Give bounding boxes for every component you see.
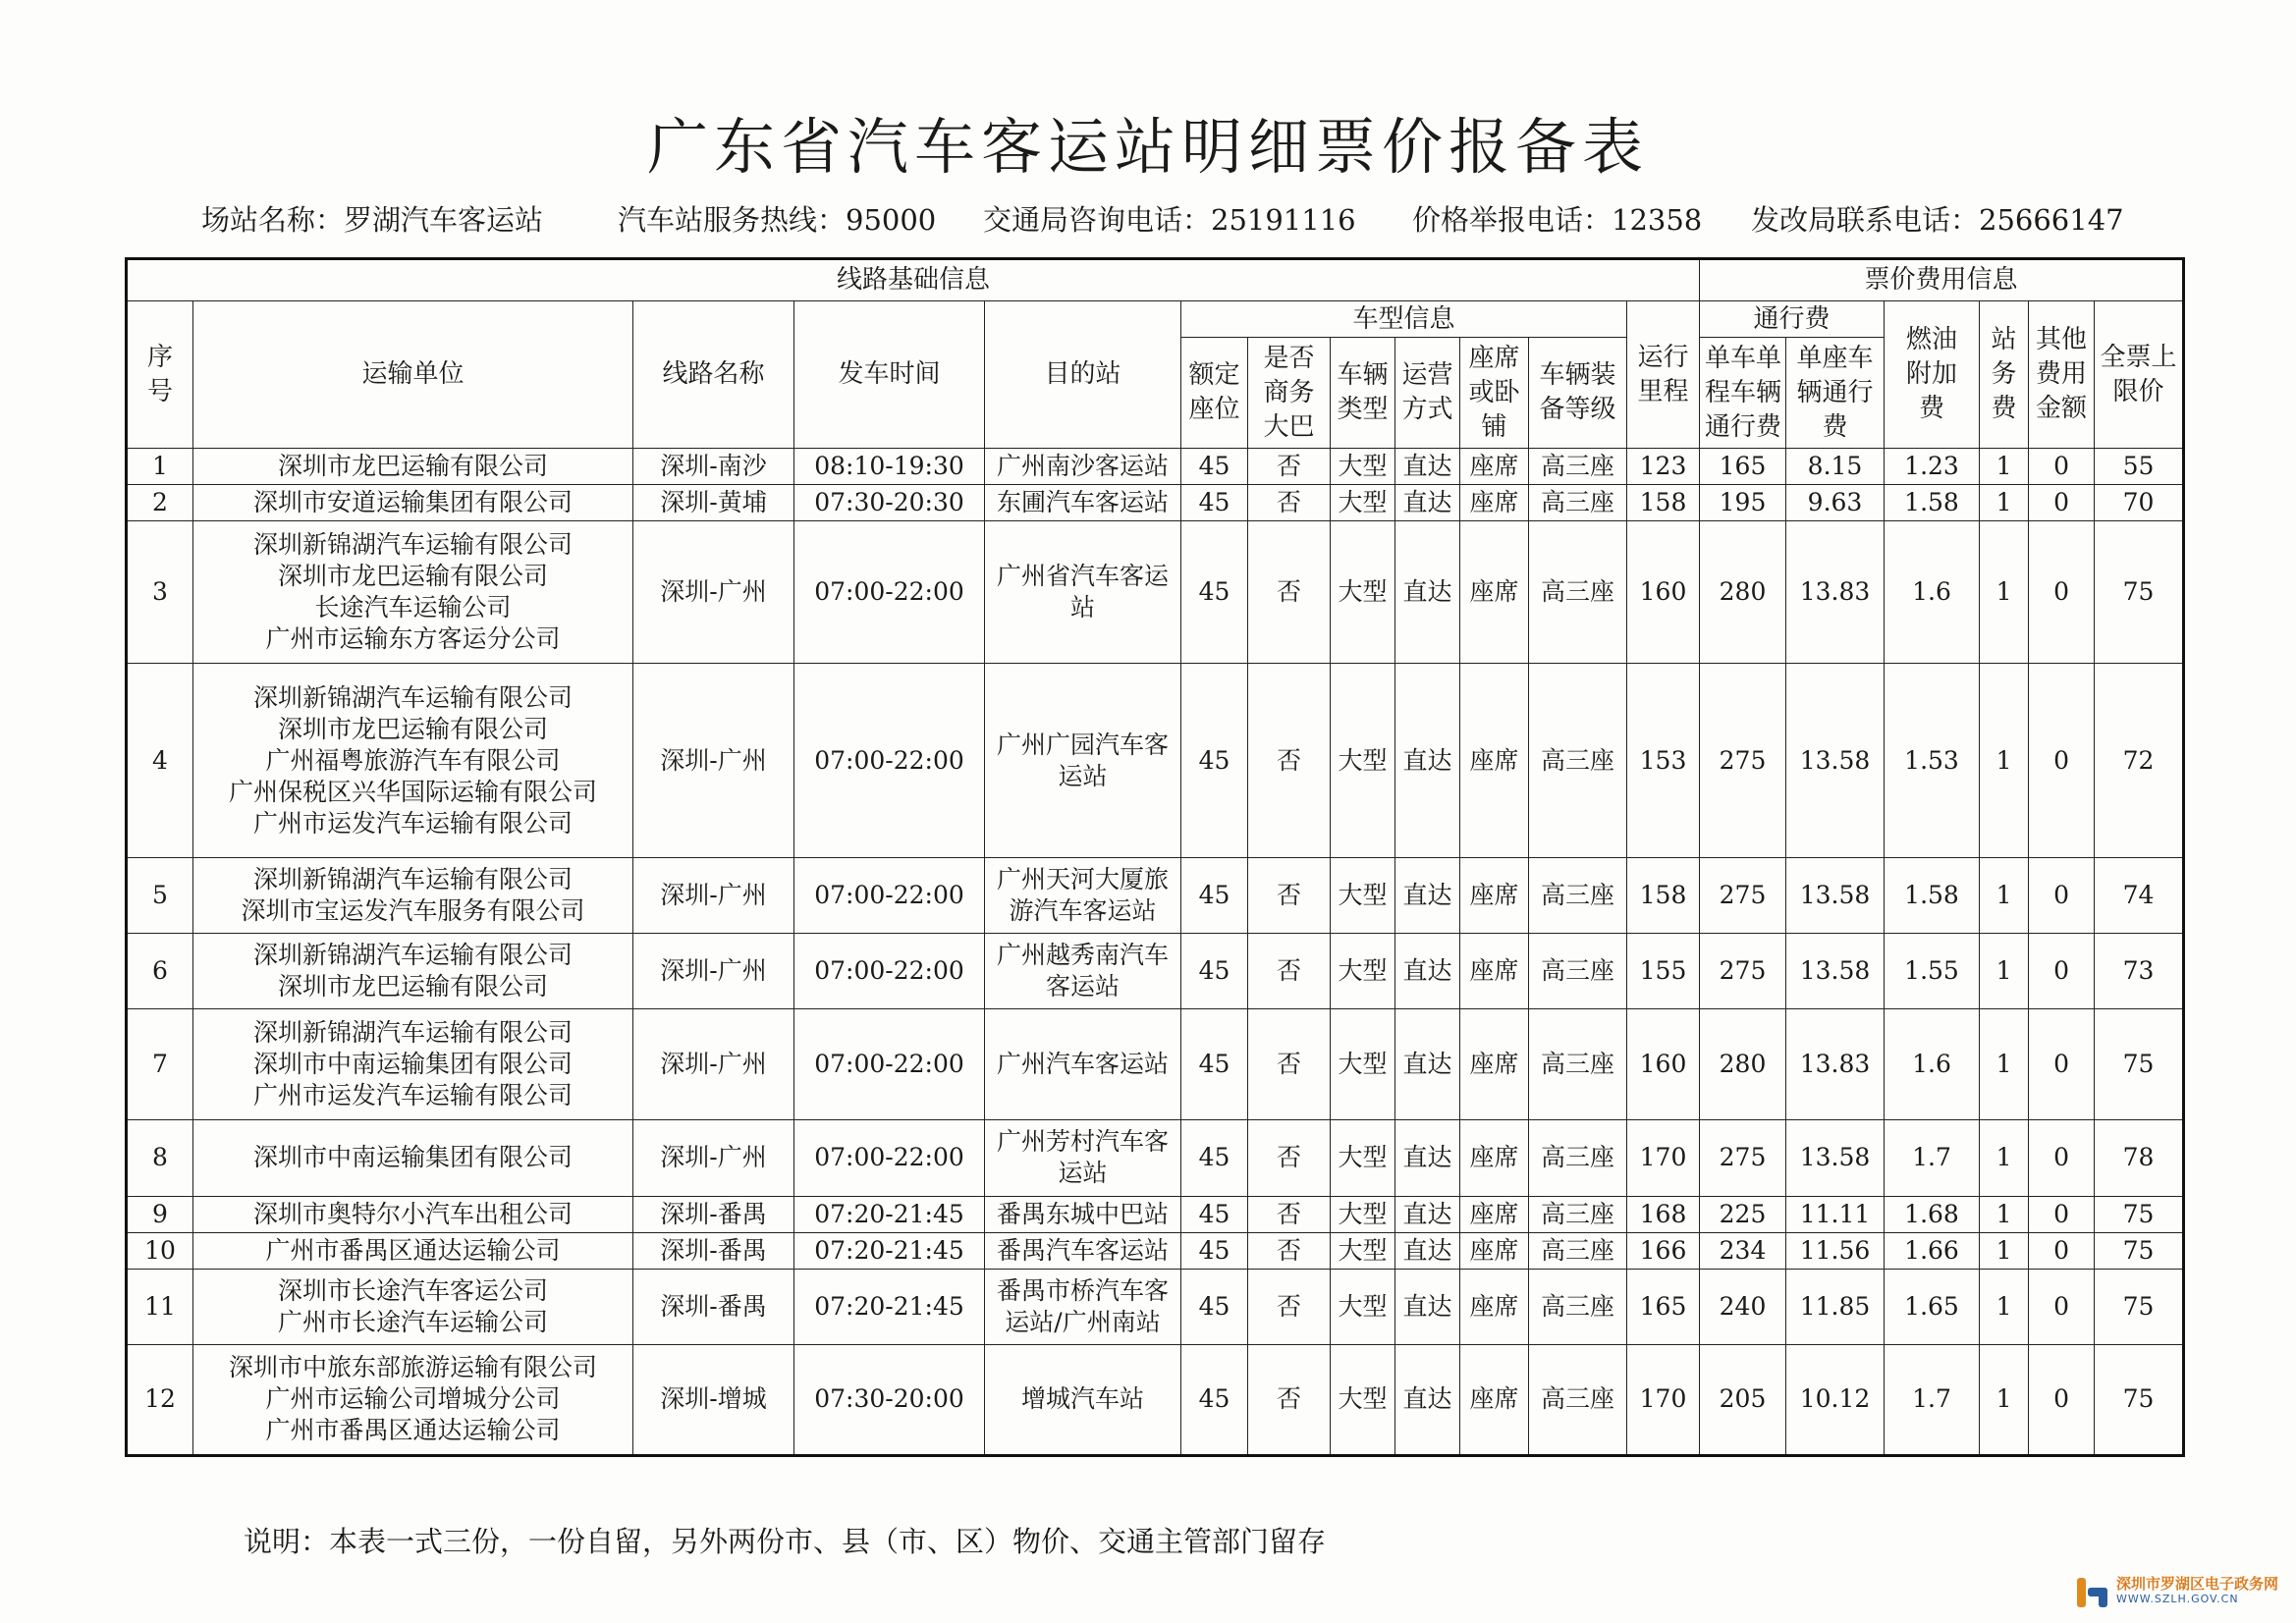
grade-cell: 高三座 xyxy=(1529,857,1627,933)
dest-cell: 东圃汽车客运站 xyxy=(985,485,1181,521)
station-fee-cell: 1 xyxy=(1980,664,2029,858)
route-cell: 深圳-广州 xyxy=(633,664,794,858)
carrier-name: 深圳市宝运发汽车服务有限公司 xyxy=(241,896,585,926)
route-cell: 深圳-番禺 xyxy=(633,1232,794,1269)
seq-cell: 4 xyxy=(127,664,193,858)
other-fee-cell: 0 xyxy=(2029,1196,2095,1232)
seq-cell: 1 xyxy=(127,449,193,485)
business-cell: 否 xyxy=(1248,664,1331,858)
table-row xyxy=(127,1344,2184,1455)
business-cell: 否 xyxy=(1248,857,1331,933)
toll-seat-cell: 8.15 xyxy=(1786,449,1885,485)
cap-price-cell: 75 xyxy=(2095,1269,2184,1344)
carrier-name: 广州保税区兴华国际运输有限公司 xyxy=(228,777,597,806)
toll-vehicle-cell: 275 xyxy=(1700,934,1786,1009)
cap-price-cell: 78 xyxy=(2095,1120,2184,1196)
mode-cell: 直达 xyxy=(1395,934,1460,1009)
vtype-cell: 大型 xyxy=(1331,1120,1395,1196)
vtype-cell: 大型 xyxy=(1331,1196,1395,1232)
table-row xyxy=(127,1120,2184,1196)
seats-cell: 45 xyxy=(1181,1196,1248,1232)
station-fee-cell: 1 xyxy=(1980,1269,2029,1344)
toll-seat-cell: 10.12 xyxy=(1786,1344,1885,1455)
fare-table xyxy=(125,257,2185,1457)
cap-price-cell: 75 xyxy=(2095,1344,2184,1455)
carrier-cell xyxy=(193,1009,633,1120)
fuel-cell: 1.68 xyxy=(1885,1196,1980,1232)
route-cell: 深圳-广州 xyxy=(633,521,794,664)
table-row xyxy=(127,449,2184,485)
dest-cell: 广州省汽车客运站 xyxy=(985,521,1181,664)
grade-cell: 高三座 xyxy=(1529,664,1627,858)
time-cell: 07:20-21:45 xyxy=(794,1232,985,1269)
col-dest: 目的站 xyxy=(985,301,1181,449)
mileage-cell: 160 xyxy=(1627,1009,1700,1120)
col-fuel: 燃油附加费 xyxy=(1885,301,1980,449)
mode-cell: 直达 xyxy=(1395,1269,1460,1344)
vtype-cell: 大型 xyxy=(1331,485,1395,521)
carrier-cell xyxy=(193,1344,633,1455)
col-mileage: 运行里程 xyxy=(1627,301,1700,449)
berth-cell: 座席 xyxy=(1460,664,1529,858)
fuel-cell: 1.65 xyxy=(1885,1269,1980,1344)
time-cell: 07:20-21:45 xyxy=(794,1196,985,1232)
seq-cell: 6 xyxy=(127,934,193,1009)
carrier-cell xyxy=(193,1232,633,1269)
logo-mark-icon xyxy=(2075,1574,2110,1609)
mileage-cell: 170 xyxy=(1627,1120,1700,1196)
dest-cell: 番禺汽车客运站 xyxy=(985,1232,1181,1269)
seq-cell: 9 xyxy=(127,1196,193,1232)
business-cell: 否 xyxy=(1248,1196,1331,1232)
berth-cell: 座席 xyxy=(1460,857,1529,933)
carrier-name: 广州市番禺区通达运输公司 xyxy=(265,1235,561,1265)
carrier-name: 深圳新锦湖汽车运输有限公司 xyxy=(252,865,573,894)
dest-cell: 广州越秀南汽车客运站 xyxy=(985,934,1181,1009)
seq-cell: 12 xyxy=(127,1344,193,1455)
time-cell: 07:00-22:00 xyxy=(794,934,985,1009)
business-cell: 否 xyxy=(1248,1009,1331,1120)
col-seats: 额定座位 xyxy=(1181,338,1248,449)
toll-vehicle-cell: 275 xyxy=(1700,857,1786,933)
col-toll-seat: 单座车辆通行费 xyxy=(1786,338,1885,449)
route-cell: 深圳-番禺 xyxy=(633,1269,794,1344)
grade-cell: 高三座 xyxy=(1529,485,1627,521)
station-fee-cell: 1 xyxy=(1980,521,2029,664)
route-cell: 深圳-番禺 xyxy=(633,1196,794,1232)
berth-cell: 座席 xyxy=(1460,934,1529,1009)
carrier-cell xyxy=(193,521,633,664)
other-fee-cell: 0 xyxy=(2029,934,2095,1009)
time-cell: 08:10-19:30 xyxy=(794,449,985,485)
toll-seat-cell: 13.58 xyxy=(1786,857,1885,933)
col-cap: 全票上限价 xyxy=(2095,301,2184,449)
fuel-cell: 1.66 xyxy=(1885,1232,1980,1269)
seats-cell: 45 xyxy=(1181,1269,1248,1344)
toll-seat-cell: 13.58 xyxy=(1786,664,1885,858)
mode-cell: 直达 xyxy=(1395,521,1460,664)
grade-cell: 高三座 xyxy=(1529,521,1627,664)
mode-cell: 直达 xyxy=(1395,485,1460,521)
toll-vehicle-cell: 165 xyxy=(1700,449,1786,485)
seats-cell: 45 xyxy=(1181,664,1248,858)
grade-cell: 高三座 xyxy=(1529,1120,1627,1196)
station-name: 场站名称：罗湖汽车客运站 xyxy=(201,203,544,237)
dest-cell: 增城汽车站 xyxy=(985,1344,1181,1455)
watermark-logo xyxy=(2075,1574,2278,1609)
col-business: 是否商务大巴 xyxy=(1248,338,1331,449)
col-grade: 车辆装备等级 xyxy=(1529,338,1627,449)
other-fee-cell: 0 xyxy=(2029,1269,2095,1344)
carrier-name: 深圳市龙巴运输有限公司 xyxy=(277,972,548,1001)
vtype-cell: 大型 xyxy=(1331,934,1395,1009)
carrier-name: 深圳新锦湖汽车运输有限公司 xyxy=(252,941,573,970)
mode-cell: 直达 xyxy=(1395,1344,1460,1455)
grade-cell: 高三座 xyxy=(1529,934,1627,1009)
mode-cell: 直达 xyxy=(1395,664,1460,858)
seats-cell: 45 xyxy=(1181,1120,1248,1196)
business-cell: 否 xyxy=(1248,1120,1331,1196)
carrier-name: 广州市运发汽车运输有限公司 xyxy=(252,808,573,838)
col-carrier: 运输单位 xyxy=(193,301,633,449)
carrier-name: 广州市运输东方客运分公司 xyxy=(265,624,561,654)
cap-price-cell: 72 xyxy=(2095,664,2184,858)
vtype-cell: 大型 xyxy=(1331,1232,1395,1269)
other-fee-cell: 0 xyxy=(2029,1009,2095,1120)
seats-cell: 45 xyxy=(1181,1009,1248,1120)
toll-vehicle-cell: 234 xyxy=(1700,1232,1786,1269)
fuel-cell: 1.6 xyxy=(1885,521,1980,664)
carrier-name: 广州福粤旅游汽车有限公司 xyxy=(265,745,561,775)
col-route: 线路名称 xyxy=(633,301,794,449)
time-cell: 07:00-22:00 xyxy=(794,857,985,933)
business-cell: 否 xyxy=(1248,449,1331,485)
carrier-name: 深圳新锦湖汽车运输有限公司 xyxy=(252,1018,573,1048)
toll-seat-cell: 13.83 xyxy=(1786,521,1885,664)
other-fee-cell: 0 xyxy=(2029,1344,2095,1455)
toll-vehicle-cell: 225 xyxy=(1700,1196,1786,1232)
route-cell: 深圳-南沙 xyxy=(633,449,794,485)
carrier-name: 深圳新锦湖汽车运输有限公司 xyxy=(252,530,573,560)
dest-cell: 番禺市桥汽车客运站/广州南站 xyxy=(985,1269,1181,1344)
toll-vehicle-cell: 205 xyxy=(1700,1344,1786,1455)
business-cell: 否 xyxy=(1248,521,1331,664)
fuel-cell: 1.53 xyxy=(1885,664,1980,858)
time-cell: 07:00-22:00 xyxy=(794,1120,985,1196)
time-cell: 07:00-22:00 xyxy=(794,664,985,858)
station-fee-cell: 1 xyxy=(1980,485,2029,521)
carrier-name: 广州市番禺区通达运输公司 xyxy=(265,1416,561,1445)
mode-cell: 直达 xyxy=(1395,1196,1460,1232)
toll-seat-cell: 11.11 xyxy=(1786,1196,1885,1232)
grade-cell: 高三座 xyxy=(1529,449,1627,485)
business-cell: 否 xyxy=(1248,1232,1331,1269)
business-cell: 否 xyxy=(1248,934,1331,1009)
fuel-cell: 1.6 xyxy=(1885,1009,1980,1120)
berth-cell: 座席 xyxy=(1460,1009,1529,1120)
berth-cell: 座席 xyxy=(1460,1344,1529,1455)
carrier-name: 深圳市安道运输集团有限公司 xyxy=(252,488,573,517)
time-cell: 07:00-22:00 xyxy=(794,521,985,664)
berth-cell: 座席 xyxy=(1460,449,1529,485)
route-cell: 深圳-广州 xyxy=(633,857,794,933)
other-fee-cell: 0 xyxy=(2029,857,2095,933)
seats-cell: 45 xyxy=(1181,485,1248,521)
seats-cell: 45 xyxy=(1181,521,1248,664)
business-cell: 否 xyxy=(1248,485,1331,521)
logo-text-cn: 深圳市罗湖区电子政务网 xyxy=(2115,1575,2278,1593)
table-row xyxy=(127,485,2184,521)
col-time: 发车时间 xyxy=(794,301,985,449)
grade-cell: 高三座 xyxy=(1529,1009,1627,1120)
route-cell: 深圳-广州 xyxy=(633,1120,794,1196)
route-cell: 深圳-广州 xyxy=(633,934,794,1009)
carrier-name: 广州市运发汽车运输有限公司 xyxy=(252,1081,573,1110)
table-row xyxy=(127,857,2184,933)
carrier-cell xyxy=(193,1120,633,1196)
berth-cell: 座席 xyxy=(1460,1196,1529,1232)
station-fee-cell: 1 xyxy=(1980,857,2029,933)
cap-price-cell: 75 xyxy=(2095,1196,2184,1232)
seq-cell: 7 xyxy=(127,1009,193,1120)
vtype-cell: 大型 xyxy=(1331,521,1395,664)
seq-cell: 3 xyxy=(127,521,193,664)
seats-cell: 45 xyxy=(1181,449,1248,485)
vtype-cell: 大型 xyxy=(1331,857,1395,933)
carrier-name: 广州市长途汽车运输公司 xyxy=(277,1307,548,1336)
seats-cell: 45 xyxy=(1181,1232,1248,1269)
fuel-cell: 1.58 xyxy=(1885,485,1980,521)
carrier-cell xyxy=(193,1269,633,1344)
other-fee-cell: 0 xyxy=(2029,485,2095,521)
toll-vehicle-cell: 275 xyxy=(1700,664,1786,858)
dest-cell: 番禺东城中巴站 xyxy=(985,1196,1181,1232)
dest-cell: 广州广园汽车客运站 xyxy=(985,664,1181,858)
carrier-cell xyxy=(193,485,633,521)
time-cell: 07:30-20:00 xyxy=(794,1344,985,1455)
business-cell: 否 xyxy=(1248,1344,1331,1455)
fuel-cell: 1.58 xyxy=(1885,857,1980,933)
footnote: 说明：本表一式三份，一份自留，另外两份市、县（市、区）物价、交通主管部门留存 xyxy=(244,1525,1327,1558)
seats-cell: 45 xyxy=(1181,857,1248,933)
cap-price-cell: 74 xyxy=(2095,857,2184,933)
station-fee-cell: 1 xyxy=(1980,1196,2029,1232)
carrier-cell xyxy=(193,934,633,1009)
grade-cell: 高三座 xyxy=(1529,1232,1627,1269)
dest-cell: 广州天河大厦旅游汽车客运站 xyxy=(985,857,1181,933)
mode-cell: 直达 xyxy=(1395,1009,1460,1120)
mileage-cell: 155 xyxy=(1627,934,1700,1009)
fuel-cell: 1.23 xyxy=(1885,449,1980,485)
toll-vehicle-cell: 280 xyxy=(1700,521,1786,664)
mileage-cell: 160 xyxy=(1627,521,1700,664)
berth-cell: 座席 xyxy=(1460,1232,1529,1269)
group-route-info: 线路基础信息 xyxy=(127,259,1700,301)
fuel-cell: 1.7 xyxy=(1885,1344,1980,1455)
mileage-cell: 168 xyxy=(1627,1196,1700,1232)
carrier-name: 深圳市中南运输集团有限公司 xyxy=(252,1143,573,1172)
seq-cell: 11 xyxy=(127,1269,193,1344)
vtype-cell: 大型 xyxy=(1331,1269,1395,1344)
mileage-cell: 153 xyxy=(1627,664,1700,858)
carrier-cell xyxy=(193,449,633,485)
berth-cell: 座席 xyxy=(1460,1120,1529,1196)
toll-vehicle-cell: 195 xyxy=(1700,485,1786,521)
other-fee-cell: 0 xyxy=(2029,1232,2095,1269)
seq-cell: 5 xyxy=(127,857,193,933)
col-vtype: 车辆类型 xyxy=(1331,338,1395,449)
toll-seat-cell: 13.58 xyxy=(1786,934,1885,1009)
route-cell: 深圳-黄埔 xyxy=(633,485,794,521)
station-fee-cell: 1 xyxy=(1980,1120,2029,1196)
table-row xyxy=(127,1009,2184,1120)
carrier-name: 深圳新锦湖汽车运输有限公司 xyxy=(252,682,573,712)
table-row xyxy=(127,1232,2184,1269)
col-toll-group: 通行费 xyxy=(1700,301,1885,338)
other-fee-cell: 0 xyxy=(2029,1120,2095,1196)
carrier-cell xyxy=(193,857,633,933)
station-fee-cell: 1 xyxy=(1980,934,2029,1009)
vtype-cell: 大型 xyxy=(1331,664,1395,858)
mileage-cell: 158 xyxy=(1627,485,1700,521)
berth-cell: 座席 xyxy=(1460,485,1529,521)
ndrc-phone: 发改局联系电话：25666147 xyxy=(1751,203,2124,237)
vtype-cell: 大型 xyxy=(1331,1344,1395,1455)
seq-cell: 10 xyxy=(127,1232,193,1269)
carrier-name: 深圳市长途汽车客运公司 xyxy=(277,1275,548,1305)
grade-cell: 高三座 xyxy=(1529,1269,1627,1344)
seq-cell: 2 xyxy=(127,485,193,521)
seats-cell: 45 xyxy=(1181,934,1248,1009)
carrier-name: 深圳市龙巴运输有限公司 xyxy=(277,714,548,743)
vtype-cell: 大型 xyxy=(1331,1009,1395,1120)
toll-seat-cell: 9.63 xyxy=(1786,485,1885,521)
station-fee-cell: 1 xyxy=(1980,1009,2029,1120)
fuel-cell: 1.7 xyxy=(1885,1120,1980,1196)
price-report-phone: 价格举报电话：12358 xyxy=(1412,203,1703,237)
col-other: 其他费用金额 xyxy=(2029,301,2095,449)
dest-cell: 广州南沙客运站 xyxy=(985,449,1181,485)
col-seq: 序号 xyxy=(127,301,193,449)
cap-price-cell: 75 xyxy=(2095,1009,2184,1120)
seq-cell: 8 xyxy=(127,1120,193,1196)
dest-cell: 广州芳村汽车客运站 xyxy=(985,1120,1181,1196)
toll-seat-cell: 13.83 xyxy=(1786,1009,1885,1120)
transport-bureau-phone: 交通局咨询电话：25191116 xyxy=(983,203,1356,237)
fuel-cell: 1.55 xyxy=(1885,934,1980,1009)
dest-cell: 广州汽车客运站 xyxy=(985,1009,1181,1120)
col-vehicle-group: 车型信息 xyxy=(1181,301,1627,338)
carrier-name: 深圳市龙巴运输有限公司 xyxy=(277,562,548,591)
carrier-cell xyxy=(193,664,633,858)
time-cell: 07:20-21:45 xyxy=(794,1269,985,1344)
toll-vehicle-cell: 275 xyxy=(1700,1120,1786,1196)
cap-price-cell: 73 xyxy=(2095,934,2184,1009)
cap-price-cell: 75 xyxy=(2095,521,2184,664)
carrier-name: 深圳市中旅东部旅游运输有限公司 xyxy=(228,1353,597,1382)
station-fee-cell: 1 xyxy=(1980,1232,2029,1269)
table-row xyxy=(127,521,2184,664)
vtype-cell: 大型 xyxy=(1331,449,1395,485)
logo-text-url: WWW.SZLH.GOV.CN xyxy=(2115,1593,2239,1605)
other-fee-cell: 0 xyxy=(2029,521,2095,664)
col-berth: 座席或卧铺 xyxy=(1460,338,1529,449)
carrier-name: 广州市运输公司增城分公司 xyxy=(265,1384,561,1414)
group-fare-info: 票价费用信息 xyxy=(1700,259,2184,301)
seats-cell: 45 xyxy=(1181,1344,1248,1455)
toll-vehicle-cell: 280 xyxy=(1700,1009,1786,1120)
mode-cell: 直达 xyxy=(1395,857,1460,933)
other-fee-cell: 0 xyxy=(2029,664,2095,858)
station-fee-cell: 1 xyxy=(1980,1344,2029,1455)
toll-vehicle-cell: 240 xyxy=(1700,1269,1786,1344)
page-title: 广东省汽车客运站明细票价报备表 xyxy=(646,111,1649,183)
table-row xyxy=(127,664,2184,858)
col-toll-vehicle: 单车单程车辆通行费 xyxy=(1700,338,1786,449)
carrier-name: 长途汽车运输公司 xyxy=(314,593,512,622)
mileage-cell: 165 xyxy=(1627,1269,1700,1344)
service-hotline: 汽车站服务热线：95000 xyxy=(618,203,937,237)
berth-cell: 座席 xyxy=(1460,521,1529,664)
col-station-fee: 站务费 xyxy=(1980,301,2029,449)
route-cell: 深圳-增城 xyxy=(633,1344,794,1455)
carrier-name: 深圳市奥特尔小汽车出租公司 xyxy=(252,1199,573,1228)
mode-cell: 直达 xyxy=(1395,1120,1460,1196)
mileage-cell: 123 xyxy=(1627,449,1700,485)
carrier-name: 深圳市龙巴运输有限公司 xyxy=(277,452,548,481)
grade-cell: 高三座 xyxy=(1529,1196,1627,1232)
route-cell: 深圳-广州 xyxy=(633,1009,794,1120)
carrier-cell xyxy=(193,1196,633,1232)
cap-price-cell: 75 xyxy=(2095,1232,2184,1269)
table-row xyxy=(127,1196,2184,1232)
mileage-cell: 158 xyxy=(1627,857,1700,933)
toll-seat-cell: 11.85 xyxy=(1786,1269,1885,1344)
other-fee-cell: 0 xyxy=(2029,449,2095,485)
mode-cell: 直达 xyxy=(1395,1232,1460,1269)
mode-cell: 直达 xyxy=(1395,449,1460,485)
toll-seat-cell: 13.58 xyxy=(1786,1120,1885,1196)
carrier-name: 深圳市中南运输集团有限公司 xyxy=(252,1050,573,1079)
toll-seat-cell: 11.56 xyxy=(1786,1232,1885,1269)
time-cell: 07:30-20:30 xyxy=(794,485,985,521)
mileage-cell: 170 xyxy=(1627,1344,1700,1455)
col-mode: 运营方式 xyxy=(1395,338,1460,449)
station-fee-cell: 1 xyxy=(1980,449,2029,485)
table-row xyxy=(127,934,2184,1009)
time-cell: 07:00-22:00 xyxy=(794,1009,985,1120)
business-cell: 否 xyxy=(1248,1269,1331,1344)
cap-price-cell: 55 xyxy=(2095,449,2184,485)
cap-price-cell: 70 xyxy=(2095,485,2184,521)
berth-cell: 座席 xyxy=(1460,1269,1529,1344)
grade-cell: 高三座 xyxy=(1529,1344,1627,1455)
table-row xyxy=(127,1269,2184,1344)
mileage-cell: 166 xyxy=(1627,1232,1700,1269)
